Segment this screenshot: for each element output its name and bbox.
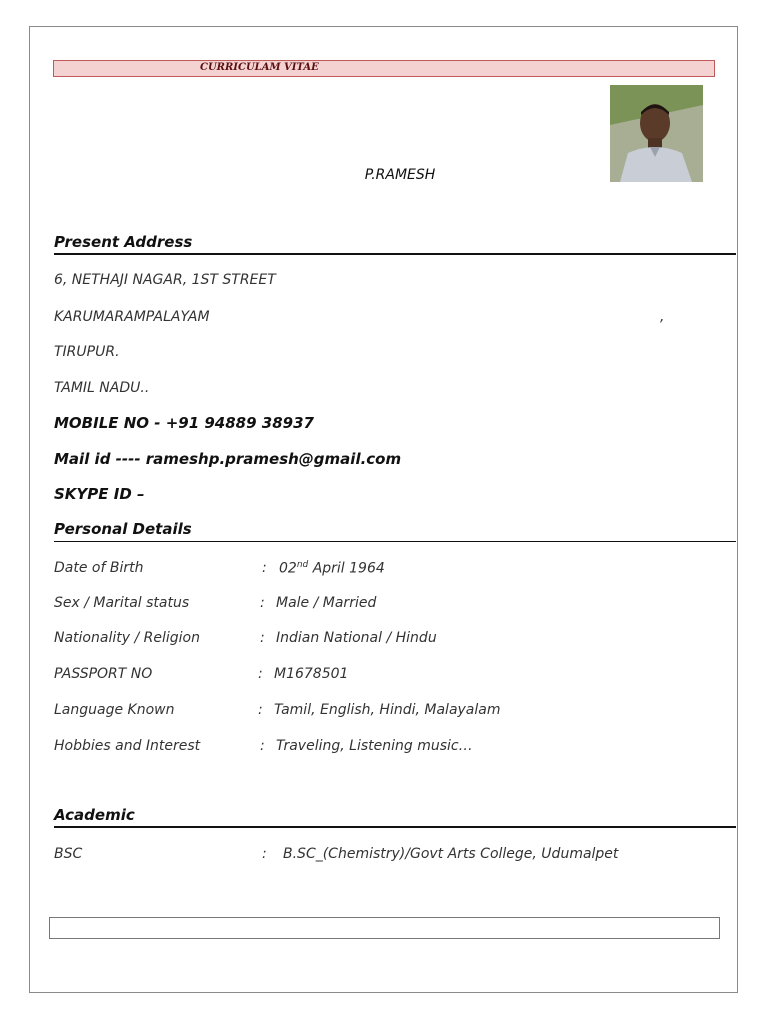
language-colon: : [258,702,263,718]
section-heading-present-address: Present Address [54,233,736,255]
address-line-3: TIRUPUR. [54,344,120,360]
section-heading-personal-details: Personal Details [54,520,736,542]
address-line-4: TAMIL NADU.. [54,380,150,396]
sex-value: Male / Married [276,595,377,611]
dob-label: Date of Birth [54,560,144,576]
mail-id: Mail id ---- rameshp.pramesh@gmail.com [54,450,402,468]
section-heading-academic: Academic [54,806,736,828]
cv-title: CURRICULAM VITAE [200,62,319,73]
mobile-number: MOBILE NO - +91 94889 38937 [54,414,314,432]
sex-colon: : [260,595,265,611]
candidate-name: P.RAMESH [364,167,436,183]
hobbies-value: Traveling, Listening music… [276,738,473,754]
passport-value: M1678501 [274,666,349,682]
degree-colon: : [262,846,267,862]
hobbies-label: Hobbies and Interest [54,738,201,754]
nationality-colon: : [260,630,265,646]
nationality-label: Nationality / Religion [54,630,200,646]
passport-colon: : [258,666,263,682]
degree-label: BSC [54,846,83,862]
language-value: Tamil, English, Hindi, Malayalam [274,702,501,718]
cv-title-banner [53,60,715,77]
dob-colon: : [262,560,267,576]
empty-text-box [49,917,720,939]
address-line-1: 6, NETHAJI NAGAR, 1ST STREET [54,272,276,288]
skype-id: SKYPE ID – [54,485,145,503]
language-label: Language Known [54,702,175,718]
nationality-value: Indian National / Hindu [276,630,437,646]
dob-value: 02nd April 1964 [279,560,385,577]
address-line-2: KARUMARAMPALAYAM [54,309,210,325]
passport-label: PASSPORT NO [54,666,153,682]
address-line-2-mark: , [660,309,665,325]
sex-label: Sex / Marital status [54,595,190,611]
degree-value: B.SC_(Chemistry)/Govt Arts College, Udumalpet [283,846,619,862]
hobbies-colon: : [260,738,265,754]
